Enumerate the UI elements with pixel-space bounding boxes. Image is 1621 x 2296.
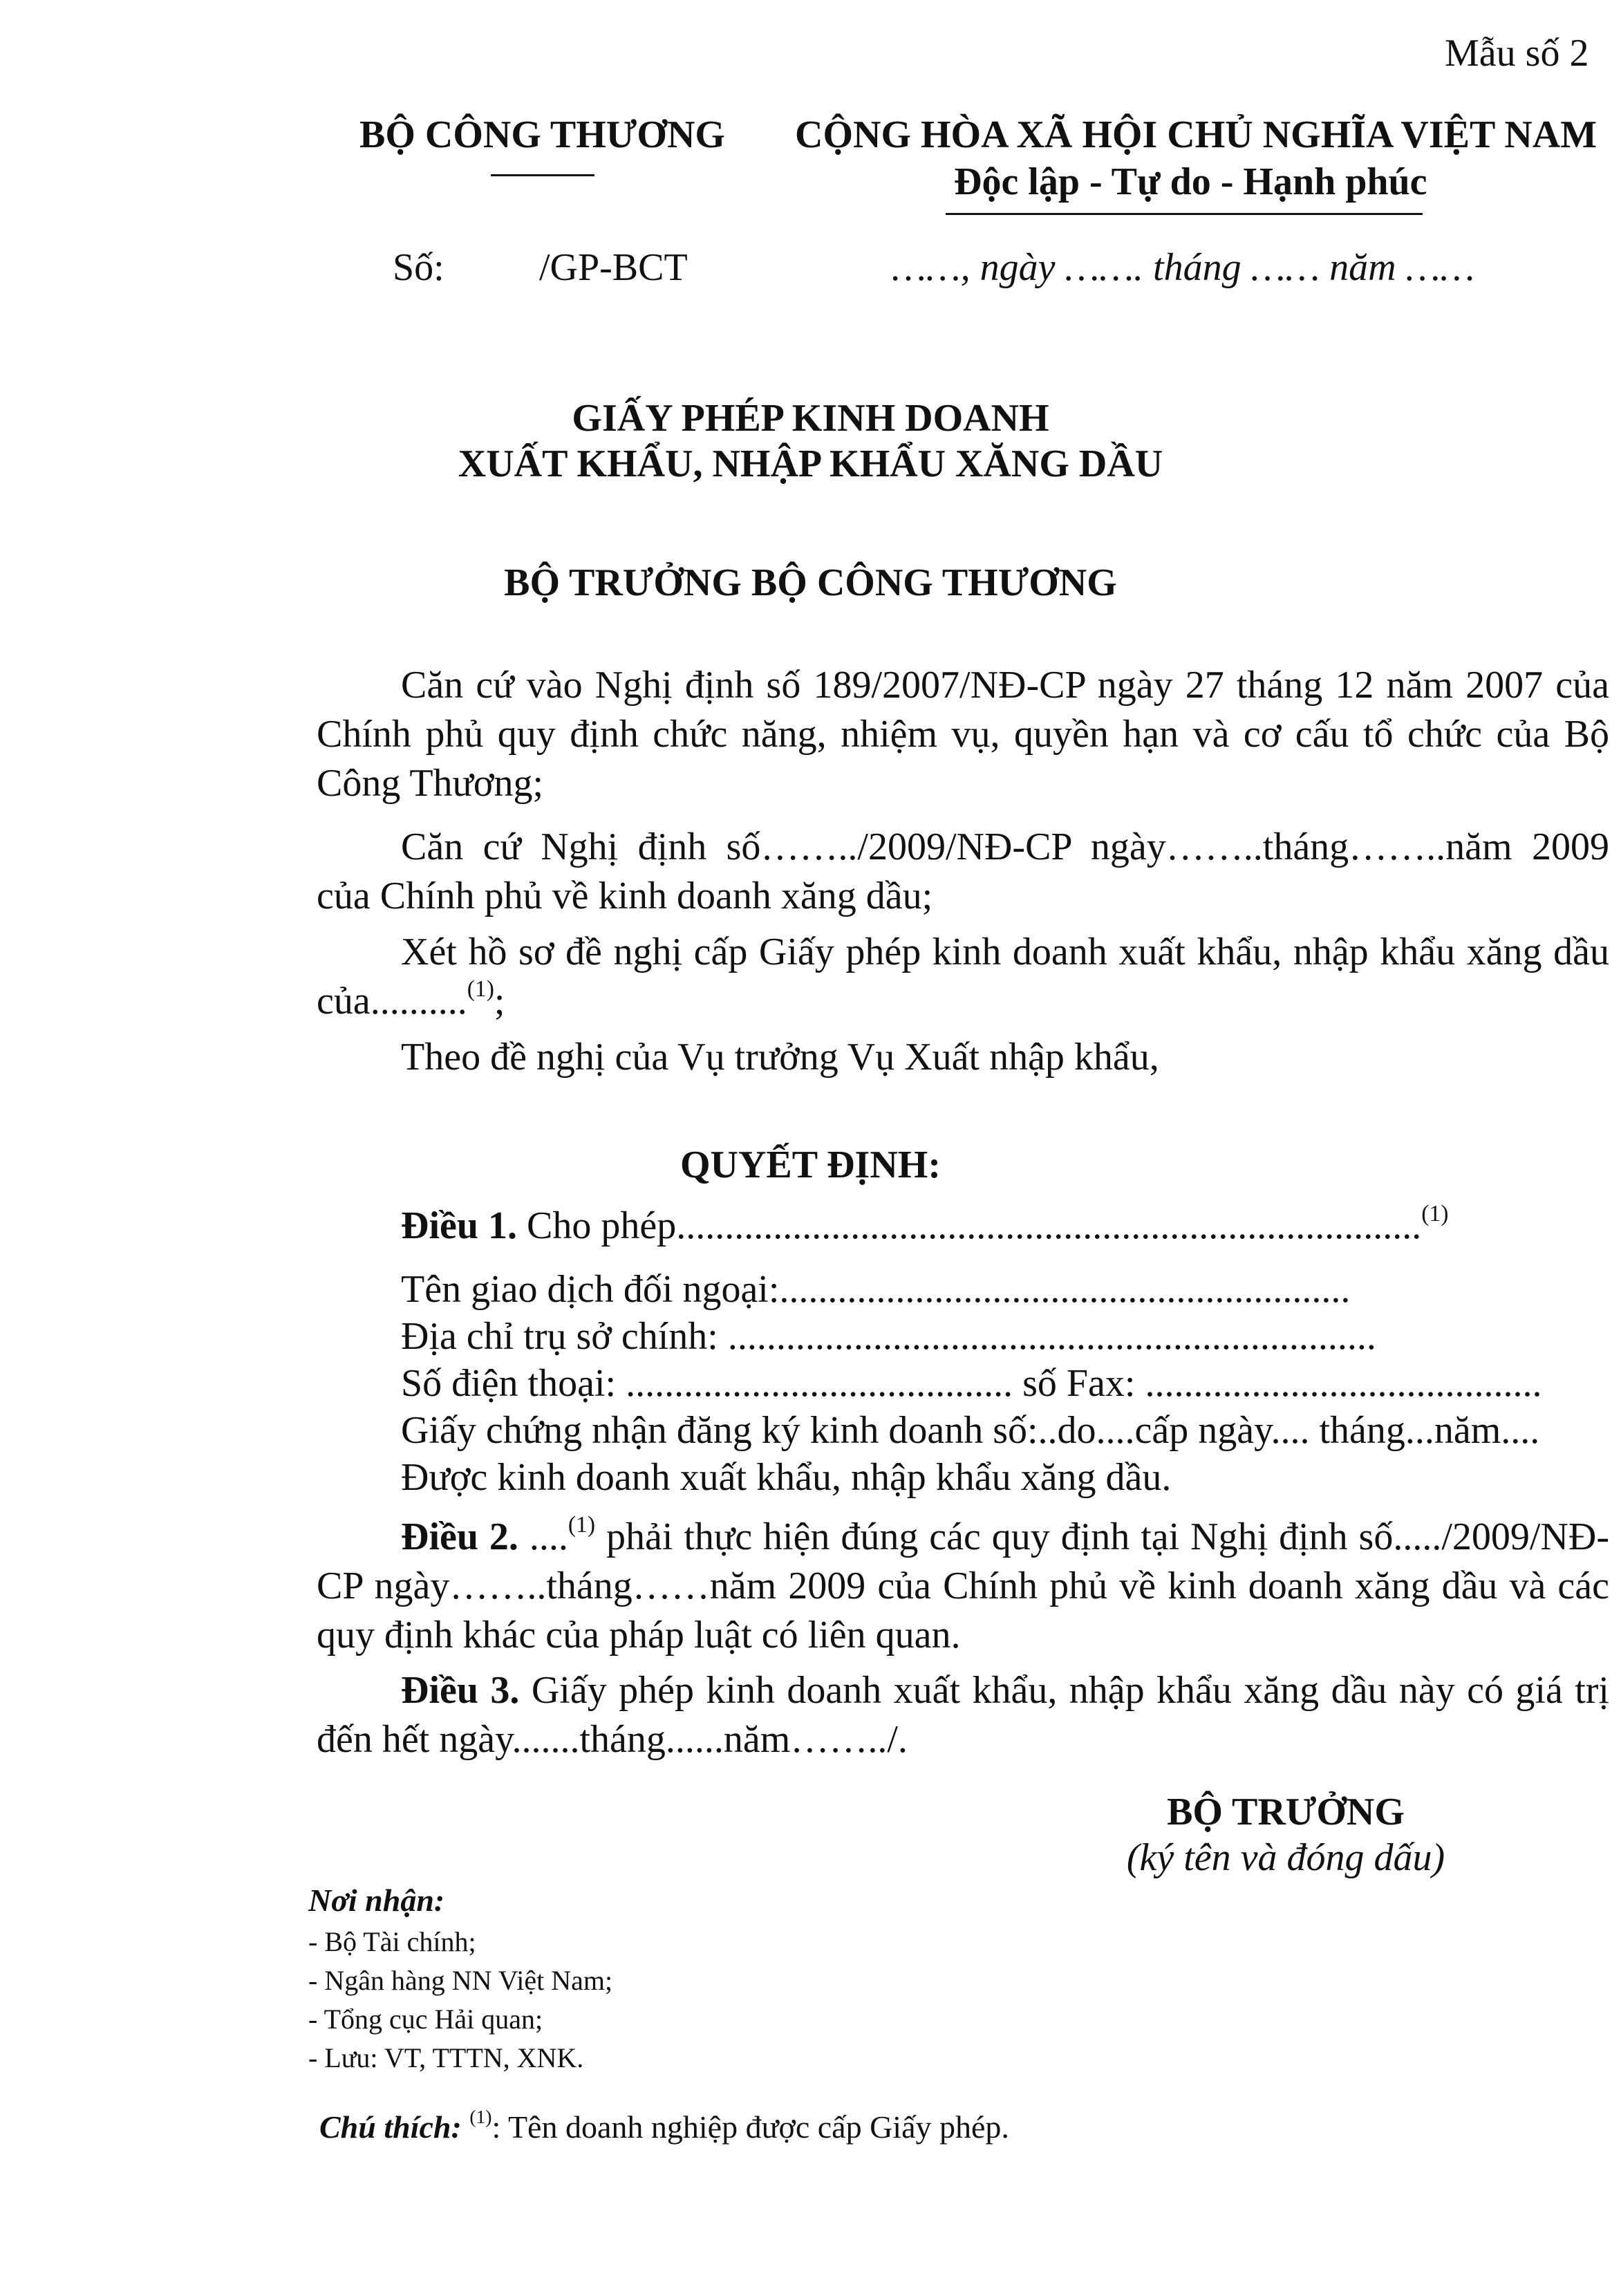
footnote-ref: (1) — [1421, 1200, 1449, 1226]
article-1-label: Điều 1. — [401, 1204, 517, 1247]
agency-name: BỘ CÔNG THƯƠNG — [359, 113, 725, 156]
footnote-ref: (1) — [568, 1511, 596, 1538]
article-3-text: Giấy phép kinh doanh xuất khẩu, nhập khẩu xăng dầu này có giá trị đến hết ngày.......tháng......năm……../. — [317, 1669, 1609, 1761]
preamble-p3-end: ; — [494, 980, 505, 1023]
address-line: Địa chỉ trụ sở chính: ................................................................... — [401, 1315, 1376, 1358]
doc-number-suffix: /GP-BCT — [539, 246, 688, 289]
footnote-mark: (1) — [469, 2106, 492, 2128]
national-motto: Độc lập - Tự do - Hạnh phúc — [954, 160, 1427, 203]
doc-title-line1: GIẤY PHÉP KINH DOANH — [572, 397, 1049, 440]
article-3-label: Điều 3. — [401, 1669, 520, 1712]
article-1-text: Cho phép............................................................................. — [527, 1204, 1422, 1247]
phone-fax-line: Số điện thoại: ........................................ số Fax: ......................................... — [401, 1362, 1542, 1405]
preamble-paragraph-2: Căn cứ Nghị định số……../2009/NĐ-CP ngày……..tháng……..năm 2009 của Chính phủ về kinh doanh xăng dầu; — [317, 825, 1609, 917]
preamble-paragraph-1: Căn cứ vào Nghị định số 189/2007/NĐ-CP ngày 27 tháng 12 năm 2007 của Chính phủ quy định chức năng, nhiệm vụ, quyền hạn và cơ cấu tổ chức của Bộ Công Thương; — [317, 664, 1609, 805]
recipient-item: - Tổng cục Hải quan; — [308, 2004, 543, 2035]
article-1 — [401, 1202, 1448, 1250]
signature-title: BỘ TRƯỞNG — [1167, 1791, 1405, 1833]
decision-heading: QUYẾT ĐỊNH: — [680, 1144, 941, 1186]
recipient-item: - Bộ Tài chính; — [308, 1926, 476, 1957]
preamble-p3-text: Xét hồ sơ đề nghị cấp Giấy phép kinh doanh xuất khẩu, nhập khẩu xăng dầu của.......... — [317, 931, 1609, 1023]
recipient-item: - Lưu: VT, TTTN, XNK. — [308, 2042, 584, 2073]
preamble-paragraph-4: Theo đề nghị của Vụ trưởng Vụ Xuất nhập khẩu, — [401, 1036, 1159, 1079]
article-3 — [317, 1666, 1609, 1764]
article-2 — [317, 1513, 1609, 1660]
article-2-label: Điều 2. — [401, 1515, 518, 1558]
footnote-ref: (1) — [467, 976, 494, 1002]
footnote — [319, 2107, 1009, 2147]
footnote-text: : Tên doanh nghiệp được cấp Giấy phép. — [491, 2109, 1009, 2145]
trade-name-line: Tên giao dịch đối ngoại:........................................................... — [401, 1268, 1351, 1311]
recipients-label: Nơi nhận: — [308, 1883, 445, 1918]
article-2-dots: .... — [529, 1515, 568, 1558]
nation-name: CỘNG HÒA XÃ HỘI CHỦ NGHĨA VIỆT NAM — [795, 113, 1597, 156]
issuing-authority: BỘ TRƯỞNG BỘ CÔNG THƯƠNG — [504, 561, 1117, 604]
permitted-business-line: Được kinh doanh xuất khẩu, nhập khẩu xăng dầu. — [401, 1456, 1172, 1499]
preamble-paragraph-3 — [317, 928, 1609, 1026]
issue-date-line: ……, ngày ……. tháng …… năm …… — [892, 246, 1475, 289]
registration-line: Giấy chứng nhận đăng ký kinh doanh số:..do....cấp ngày.... tháng...năm.... — [401, 1409, 1540, 1452]
form-number: Mẫu số 2 — [1445, 32, 1589, 75]
footnote-label: Chú thích: — [319, 2109, 462, 2145]
motto-underline — [946, 213, 1423, 215]
recipient-item: - Ngân hàng NN Việt Nam; — [308, 1965, 613, 1996]
article-2-text: phải thực hiện đúng các quy định tại Nghị định số...../2009/NĐ-CP ngày……..tháng……năm 2009 của Chính phủ về kinh doanh xăng dầu và các quy định khác của pháp luật có liên quan. — [317, 1515, 1609, 1656]
signature-note: (ký tên và đóng dấu) — [1126, 1836, 1445, 1879]
doc-title-line2: XUẤT KHẨU, NHẬP KHẨU XĂNG DẦU — [458, 442, 1163, 485]
agency-underline — [491, 174, 594, 176]
doc-number-label: Số: — [393, 246, 444, 289]
